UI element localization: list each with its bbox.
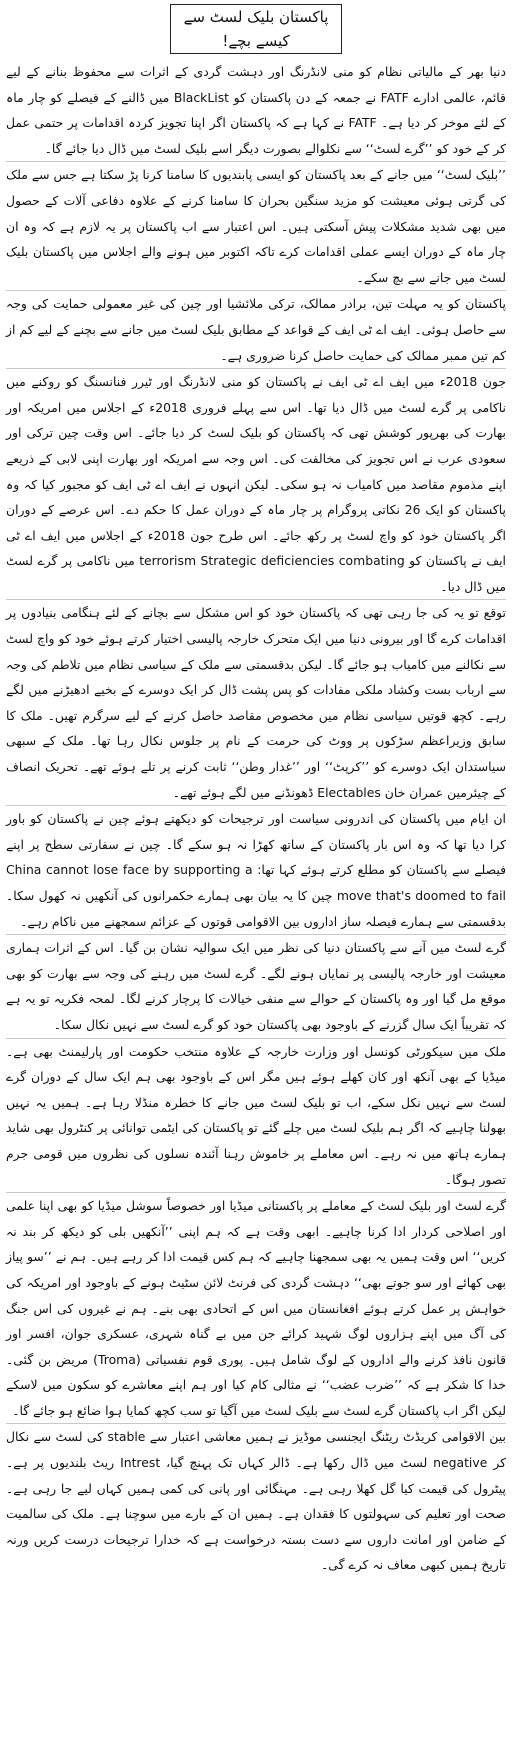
paragraph-2: ’’بلیک لسٹ‘‘ میں جانے کے بعد پاکستان کو ایسی پابندیوں کا سامنا کرنا پڑ سکتا ہے جس سے ملک کی گرتی ہوئی معیشت کو مزید سنگین بحران کا سامنا کرنے کے علاوہ دفاعی آلات کے حصول میں بھی شدید مشکلات پیش آسکتی ہیں۔ اس اعتبار سے اب پاکستان پر یہ لازم ہے کہ وہ ان چار ماہ کے دوران ایسے عملی اقدامات کرے تاکہ اکتوبر میں ہونے والے اجلاس میں پاکستان بلیک لسٹ میں جانے سے بچ سکے۔ <box>6 161 506 290</box>
paragraph-10: بین الاقوامی کریڈٹ ریٹنگ ایجنسی موڈیز نے ہمیں معاشی اعتبار سے stable کی لسٹ سے نکال کر negative لسٹ میں ڈال رکھا ہے۔ ڈالر کہاں تک پہنچ گیا، Intrest ریٹ بلندیوں پر ہے۔ پیٹرول کی قیمت کیا گل کھلا رہی ہے۔ مہنگائی اور پانی کی کمی ہمیں کہاں لیے جا رہی ہے۔ صحت اور تعلیم کی سہولتوں کا فقدان ہے۔ ہمیں ان کے بارے میں سوچنا ہے۔ ملک کی سالمیت کے ضامن اور امانت داروں سے دست بستہ درخواست ہے کہ خدارا ترجیحات درست کریں ورنہ تاریخ ہمیں کبھی معاف نہ کرے گی۔ <box>6 1423 506 1578</box>
paragraph-5: توقع تو یہ کی جا رہی تھی کہ پاکستان خود کو اس مشکل سے بچانے کے لئے ہنگامی بنیادوں پر اقدامات کرے گا اور بیرونی دنیا میں ایک متحرک خارجہ پالیسی اختیار کرتے ہوئے خود کو واچ لسٹ سے نکالنے میں کامیاب ہو جائے گا۔ لیکن بدقسمتی سے ملک کے سیاسی نظام میں تلاطم کی وجہ سے ارباب بست وکشاد ملکی مفادات کو پس پشت ڈال کر ایک دوسرے کے بخیے ادھیڑنے میں لگے رہے۔ کچھ قوتیں سیاسی نظام میں مخصوص مقاصد حاصل کرنے کے لیے سرگرم تھیں۔ ملک کا سابق وزیراعظم سڑکوں پر ووٹ کی حرمت کے نام پر جلوس نکال رہا تھا۔ ملک کے سبھی سیاستدان ایک دوسرے کو ’’کرپٹ‘‘ اور ’’غدار وطن‘‘ ثابت کرنے پر تلے ہوئے تھے۔ تحریک انصاف کے چیئرمین عمران خان Electables ڈھونڈنے میں لگے ہوئے تھے۔ <box>6 599 506 805</box>
paragraph-8: ملک میں سیکورٹی کونسل اور وزارت خارجہ کے علاوہ منتخب حکومت اور پارلیمنٹ بھی ہے۔ میڈیا کے بھی آنکھ اور کان کھلے ہوئے ہیں مگر اس کے باوجود بھی ہم ایک سال کے دوران گرے لسٹ سے نہیں نکل سکے، اب تو بلیک لسٹ میں جانے کا خطرہ منڈلا رہا ہے۔ ہمیں یہ نہیں بھولنا چاہیے کہ اگر ہم بلیک لسٹ میں چلے گئے تو پاکستان کی ایٹمی توانائی پر کنٹرول بھی شاید ہمارے ہاتھ میں نہ رہے۔ اس معاملے پر خاموش رہنا آئندہ نسلوں کی نظروں میں قومی جرم تصور ہوگا۔ <box>6 1038 506 1193</box>
paragraph-4: جون 2018ء میں ایف اے ٹی ایف نے پاکستان کو منی لانڈرنگ اور ٹیرر فنانسنگ کو روکنے میں ناکامی پر گرے لسٹ میں ڈال دیا تھا۔ اس سے پہلے فروری 2018ء کے اجلاس میں امریکہ اور بھارت کی بھرپور کوشش تھی کہ پاکستان کو بلیک لسٹ کر دیا جائے۔ اس وقت چین ترکی اور سعودی عرب نے اس تجویز کی مخالفت کی۔ اس وجہ سے امریکہ اور بھارت اپنی لابی کے ذریعے اپنے مذموم مقاصد میں کامیاب نہ ہو سکی۔ لیکن انہوں نے ایف اے ٹی ایف کو مجبور کیا کہ وہ پاکستان کو ایک 26 نکاتی پروگرام پر چار ماہ کے دوران عمل کا حکم دے۔ اس عرصے کے دوران اگر پاکستان خود کو واچ لسٹ پر رکھ جائے۔ اس طرح جون 2018ء کے اجلاس میں ایف اے ٹی ایف نے پاکستان کو terrorism Strategic deficiencies combating میں ناکامی پر گرے لسٹ میں ڈال دیا۔ <box>6 368 506 599</box>
paragraph-1: دنیا بھر کے مالیاتی نظام کو منی لانڈرنگ اور دہشت گردی کے اثرات سے محفوظ بنانے کے لیے قائم، عالمی ادارے FATF نے جمعہ کے دن پاکستان کو BlackList میں ڈالنے کے فیصلے کو چار ماہ کے لئے موخر کر دیا ہے۔ FATF نے کہا ہے کہ پاکستان اگر اپنا تجویز کردہ اقدامات پر حتمی عمل کر کے خود کو ’’گرے لسٹ‘‘ سے نکلوالے بصورت دیگر اسے بلیک لسٹ میں ڈال دیا جائے گا۔ <box>6 64 506 156</box>
paragraph-6: ان ایام میں پاکستان کی اندرونی سیاست اور ترجیحات کو دیکھتے ہوئے چین نے پاکستان کو باور کرا دیا تھا کہ وہ اس بار پاکستان کے ساتھ کھڑا نہ ہو سکے گا۔ چین نے سفارتی سطح پر اپنے فیصلے سے پاکستان کو مطلع کرتے ہوئے کہا تھا: China cannot lose face by supporting a move that's doomed to fail چین کا یہ بیان بھی ہمارے حکمرانوں کی آنکھیں نہ کھول سکا۔ بدقسمتی سے ہمارے فیصلہ ساز اداروں بین الاقوامی قوتوں کے عزائم سمجھنے میں ناکام رہے۔ <box>6 805 506 934</box>
article-body <box>6 59 506 1578</box>
article-title: پاکستان بلیک لسٹ سے کیسے بچے! <box>170 4 342 54</box>
paragraph-3: پاکستان کو یہ مہلت تین، برادر ممالک، ترکی ملائشیا اور چین کی غیر معمولی حمایت کی وجہ سے حاصل ہوئی۔ ایف اے ٹی ایف کے قواعد کے مطابق بلیک لسٹ میں جانے سے بچنے کے لیے کم از کم تین ممبر ممالک کی حمایت حاصل کرنا ضروری ہے۔ <box>6 290 506 368</box>
paragraph-7: گرے لسٹ میں آنے سے پاکستان دنیا کی نظر میں ایک سوالیہ نشان بن گیا۔ اس کے اثرات ہماری معیشت اور خارجہ پالیسی پر نمایاں ہونے لگے۔ گرے لسٹ میں رہنے کی وجہ سے بھارت کو بھی موقع مل گیا اور وہ پاکستان کے حوالے سے منفی خیالات کا پرچار کرنے لگا۔ لمحہ فکریہ تو یہ ہے کہ تقریباً ایک سال گزرنے کے باوجود بھی پاکستان خود کو گرے لسٹ سے نہیں نکال سکا۔ <box>6 934 506 1037</box>
paragraph-9: گرے لسٹ اور بلیک لسٹ کے معاملے پر پاکستانی میڈیا اور خصوصاً سوشل میڈیا کو بھی اپنا علمی اور اصلاحی کردار ادا کرنا چاہیے۔ ابھی وقت ہے کہ ہم اپنی ’’آنکھیں بلی کو دیکھ کر بند نہ کریں‘‘ اس وقت ہمیں یہ بھی سمجھنا چاہیے کہ ہم کس قیمت ادا کر رہے ہیں۔ ہم نے ’’سو پیاز بھی کھائے اور سو جوتے بھی‘‘ دہشت گردی کی فرنٹ لائن سٹیٹ ہونے کے باوجود اور امریکہ کی خواہش پر عمل کرتے ہوئے افغانستان میں اس کے اتحادی بھی بنے۔ ہم نے غیروں کی اس جنگ کی آگ میں اپنے ہزاروں لوگ شہید کرائے جن میں بے گناہ شہری، عسکری جوان، افسر اور قانون نافذ کرنے والے اداروں کے لوگ شامل ہیں۔ پوری قوم نفسیاتی (Troma) مریض بن گئی۔ خدا کا شکر ہے کہ ’’ضرب عضب‘‘ نے مثالی کام کیا اور ہم اپنے معاشرے کو سکون میں لاسکے لیکن اگر اب پاکستان گرے لسٹ سے بلیک لسٹ میں آگیا تو سب کچھ کمایا ہوا ضائع ہو جائے گا۔ <box>6 1192 506 1423</box>
